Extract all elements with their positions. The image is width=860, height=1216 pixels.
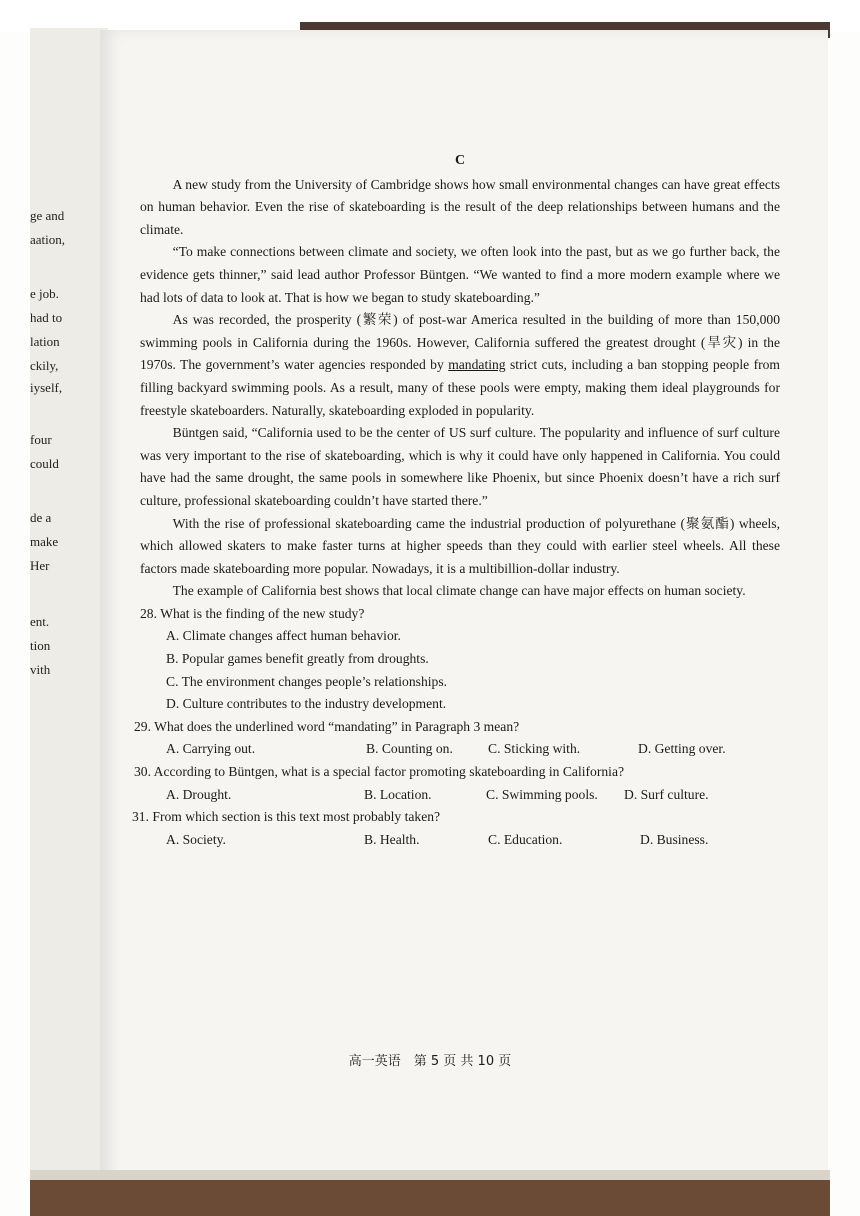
q28-option-b: B. Popular games benefit greatly from droughts. xyxy=(166,651,429,667)
q29-option-d: D. Getting over. xyxy=(638,741,726,757)
paragraph-2: “To make connections between climate and society, we often look into the past, but as we go further back, the evidence gets thinner,” said lead author Professor Büntgen. “We wanted to find a more modern example where we had lots of data to look at. That is how we began to study skateboarding.” xyxy=(140,244,780,305)
q29-option-c: C. Sticking with. xyxy=(488,741,581,757)
paragraph-3-after: strict cuts, including a ban stopping people from filling backyard swimming pools. As a result, many of these pools were empty, making them ideal playgrounds for freestyle skateboarders. Naturally, skateboarding exploded in popularity. xyxy=(140,357,780,418)
left-fragment: de a xyxy=(30,510,52,525)
q29-option-b: B. Counting on. xyxy=(366,741,453,757)
paragraph-3-before: As was recorded, the prosperity (繁荣) of post-war America resulted in the building of more than 150,000 swimming pools in California during the 1960s. However, California suffered the greatest drought (旱灾) in the 1970s. The government’s water agencies responded by xyxy=(140,312,780,373)
q30-option-b: B. Location. xyxy=(364,786,432,802)
question-28: 28. What is the finding of the new study? xyxy=(140,605,365,621)
q30-option-c: C. Swimming pools. xyxy=(486,786,598,802)
paragraph-5: With the rise of professional skateboarding came the industrial production of polyurethane (聚氨酯) wheels, which allowed skaters to make faster turns at higher speeds than they could with earlier steel wheels. All these factors made skateboarding more popular. Nowadays, it is a multibillion-dollar industry. xyxy=(140,515,780,576)
section-heading: C xyxy=(454,153,466,168)
paragraph-6: The example of California best shows that local climate change can have major effects on human society. xyxy=(172,583,746,599)
table-surface xyxy=(30,1180,830,1216)
q28-option-a: A. Climate changes affect human behavior. xyxy=(166,628,401,644)
left-fragment: could xyxy=(30,456,59,471)
left-fragment: e job. xyxy=(30,286,59,301)
left-fragment: four xyxy=(30,432,52,447)
left-fragment: aation, xyxy=(30,232,66,247)
underlined-word: mandating xyxy=(448,357,506,373)
q28-option-d: D. Culture contributes to the industry development. xyxy=(166,696,447,712)
left-fragment: ge and xyxy=(30,208,65,223)
paragraph-1: A new study from the University of Cambridge shows how small environmental changes can have great effects on human behavior. Even the rise of skateboarding is the result of the deep relationships between humans and the climate. xyxy=(140,176,780,237)
left-fragment: ckily, xyxy=(30,358,59,373)
left-fragment: make xyxy=(30,534,59,549)
left-page-edge xyxy=(30,28,108,1188)
left-fragment: ent. xyxy=(30,614,50,629)
q31-option-c: C. Education. xyxy=(488,831,563,847)
q30-option-d: D. Surf culture. xyxy=(624,786,709,802)
question-29: 29. What does the underlined word “mandating” in Paragraph 3 mean? xyxy=(134,718,520,734)
left-fragment: had to xyxy=(30,310,63,325)
q28-option-c: C. The environment changes people’s relationships. xyxy=(166,673,448,689)
left-fragment: tion xyxy=(30,638,51,653)
left-fragment: Her xyxy=(30,558,50,573)
question-30: 30. According to Büntgen, what is a special factor promoting skateboarding in California? xyxy=(134,764,625,780)
q30-options xyxy=(140,784,780,807)
left-fragment: lation xyxy=(30,334,60,349)
q31-option-d: D. Business. xyxy=(640,831,709,847)
paragraph-3 xyxy=(140,309,780,422)
paragraph-4: Büntgen said, “California used to be the center of US surf culture. The popularity and influence of surf culture was very important to the rise of skateboarding, which is why it could have only happened in California. You could have had the same drought, the same pools in somewhere like Phoenix, but since Phoenix doesn’t have a rich surf culture, professional skateboarding couldn’t have started there.” xyxy=(140,425,780,508)
q31-option-a: A. Society. xyxy=(166,831,226,847)
q31-options xyxy=(140,829,780,852)
question-31: 31. From which section is this text most probably taken? xyxy=(132,809,441,825)
reading-passage xyxy=(132,150,780,851)
page-footer: 高一英语 第 5 页 共 10 页 xyxy=(348,1054,512,1069)
q31-option-b: B. Health. xyxy=(364,831,420,847)
q30-option-a: A. Drought. xyxy=(166,786,232,802)
left-fragment: iyself, xyxy=(30,380,63,395)
q29-option-a: A. Carrying out. xyxy=(166,741,256,757)
q29-options xyxy=(140,738,780,761)
left-fragment: vith xyxy=(30,662,51,677)
